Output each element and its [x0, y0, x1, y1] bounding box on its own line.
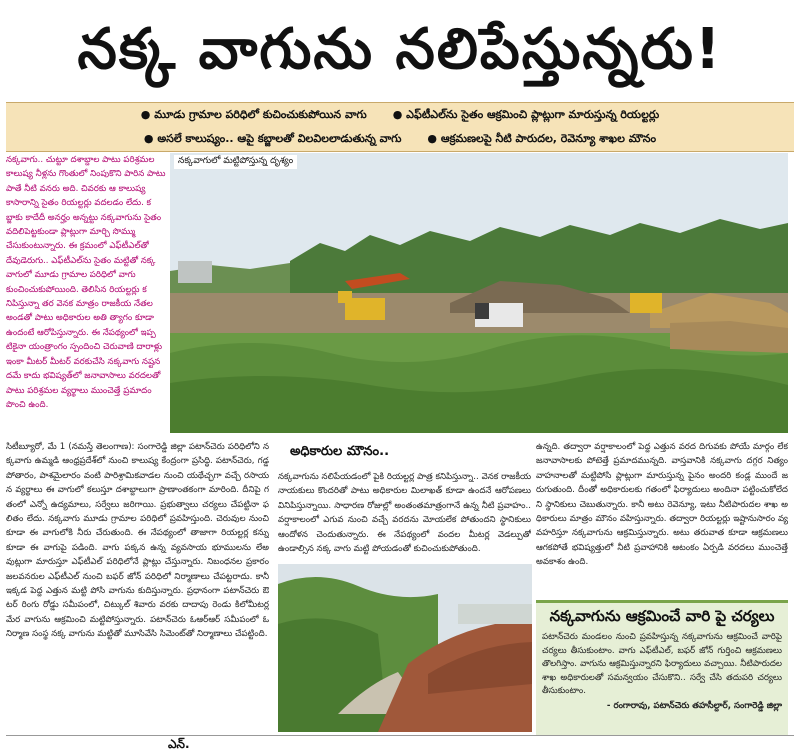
main-photo [170, 153, 788, 433]
bullet-item: ● ఆక్రమణలపై నీటి పారుదల, రెవెన్యూ శాఖల మౌనం [427, 127, 656, 151]
bottom-cut-off-text: ఎన్. [168, 737, 190, 751]
bullet-strip [6, 102, 794, 152]
bullet-item: ● అసలే కాలుష్యం.. ఆపై కబ్జాలతో విలవిలలాడుతున్న వాగు [144, 127, 401, 151]
bottom-divider [6, 735, 794, 736]
landscape-illustration [170, 153, 788, 433]
bullet-item: ● మూడు గ్రామాల పరిధిలో కుచించుకుపోయిన వాగు [141, 103, 367, 127]
dirt-mound-illustration [278, 564, 532, 732]
bullet-item: ● ఎఫ్‌టీఎల్‌ను సైతం ఆక్రమించి ప్లాట్లుగా మారుస్తున్న రియల్టర్లు [393, 103, 659, 127]
quote-box-title: నక్కవాగును ఆక్రమించే వారి పై చర్యలు [549, 607, 775, 625]
headline: నక్క వాగును నలిపేస్తున్నరు! [77, 17, 723, 82]
secondary-photo [278, 564, 532, 732]
quote-box-signature: - రంగారావు, పటాన్‌చెరు తహసీల్దార్, సంగారెడ్డి జిల్లా [606, 700, 782, 711]
quote-box-text: పటాన్‌చెరు మండలం నుంచి ప్రవహిస్తున్న నక్కవాగును ఆక్రమించే వారిపై చర్యలు తీసుకుంటాం. వాగు ఎఫ్‌టీఎల్, బఫర్ జోన్ గుర్తించి ఆక్రమణలు తొలగిస్తాం. వాగును ఆక్రమిస్తున్నారని ఫిర్యాదులు వచ్చాయి. నీటిపారుదల శాఖ అధికారులతో సమన్వయం చేసుకొని.. సర్వే చేసి తదుపరి చర్యలు తీసుకుంటాం. [542, 632, 782, 696]
bullet-row-1 [6, 103, 794, 127]
official-quote-box [536, 600, 788, 735]
section-heading: అధికారుల మౌనం.. [290, 444, 390, 459]
article-column-1: సిటీబ్యూరో, మే 1 (నమస్తే తెలంగాణ): సంగారెడ్డి జిల్లా పటాన్‌చెరు పరిధిలోని నక్కవాగు ఉమ్మడి ఆంధ్రప్రదేశ్‌లో నుంచి కాలుష్య కేంద్రంగా ప్రసిద్ధి. పటాన్‌చెరు, గడ్డపోతారం, పాశమైలారం వంటి పారిశ్రామికవాడల నుంచి యథేచ్ఛగా వచ్చే రసాయన వ్యర్థాలు ఈ వాగులో కలుస్తూ దశాబ్దాలుగా ప్రాణాంతకంగా మారింది. దీనిపై గతంలో ఎన్నో ఉద్యమాలు, సర్వేలు జరిగాయి. ప్రభుత్వాలు చర్యలు చేపట్టినా ఫలితం లేదు. నక్కవాగు మూడు గ్రామాల పరిధిలో ప్రవహిస్తుంది. చెరువుల నుంచి కూడా ఈ వాగులోకి నీరు చేరుతుంది. ఈ నేపథ్యంలో తాజాగా రియల్టర్ల కన్ను కూడా ఈ వాగుపై పడింది. వాగు పక్కన ఉన్న వ్యవసాయ భూములను లేఅవుట్లుగా మారుస్తూ ఎఫ్‌టీఎల్ పరిధిలోనే ప్లాట్లు చేస్తున్నారు. నిబంధనల ప్రకారం జలవనరుల ఎఫ్‌టీఎల్ నుంచి బఫర్ జోన్ పరిధిలో నిర్మాణాలు చేపట్టరాదు. కానీ ఇక్కడ పెద్ద ఎత్తున మట్టి పోసి వాగును కుదిస్తున్నారు. ప్రధానంగా పటాన్‌చెరు ఔటర్ రింగు రోడ్డు సమీపంలో, చిట్కుల్ శివారు వరకు దాదాపు రెండు కిలోమీటర్ల మేర వాగును ఆక్రమించి మట్టిపోస్తున్నారు. పటాన్‌చెరు ఓఆర్ఆర్ సమీపంలో ఓ నిర్మాణ సంస్థ నక్క వాగును మట్టితో మూసివేసి సిమెంట్‌తో నిర్మాణాలు చేపట్టింది. [6, 442, 269, 640]
photo-caption: నక్కవాగులో మట్టిపోస్తున్న దృశ్యం [174, 155, 297, 169]
article-column-2: నక్కవాగును నలిపేయడంలో పైకి రియల్టర్ల పాత్ర కనిపిస్తున్నా.. వెనక రాజకీయ నాయకులు కొందరితో పాటు అధికారుల మిలాఖత్ కూడా ఉందనే ఆరోపణలు వినిపిస్తున్నాయి. సాధారణ రోజుల్లో అంతంతమాత్రంగానే ఉన్న నీటి ప్రవాహం.. వర్షాకాలంలో ఎగువ నుంచి వచ్చే వరదను మోయలేక పోతుందని స్థానికులు ఆందోళన చెందుతున్నారు. ఈ నేపథ్యంలో వందల మీటర్ల వెడల్పుతో ఉండాల్సిన నక్క వాగు మట్టి పోయడంతో కుచించుకుపోతుంది. [278, 472, 531, 555]
intro-sidebar: నక్కవాగు.. చుట్టూ దశాబ్దాల పాటు పరిశ్రమల కాలుష్య నీళ్లను గొంతులో నింపుకొని పారిన పాటు పాతే నీటి వనరు అది. చివరకు ఆ కాలుష్య కాసారాన్ని సైతం రియల్టర్లు వదలడం లేదు. కబ్జాకు కాదేదీ అనర్హం అన్నట్టు నక్కవాగును సైతం వదిలిపెట్టకుండా ప్లాట్లుగా మార్చి సొమ్ము చేసుకుంటున్నారు. ఈ క్రమంలో ఎఫ్‌టీఎల్‌తో దేవుడెరుగు.. ఎఫ్‌టీఎల్‌ను సైతం మట్టితో నక్కవాగులో మూడు గ్రామాల పరిధిలో వాగు కుంచించుకుపోయింది. తెలిసిన రియల్టర్లు కనిపిస్తున్నా తర వెనక మాత్రం రాజకీయ నేతల అండతో పాటు అధికారుల అతి త్యాగం కూడా ఉందంటే ఆరోపిస్తున్నారు. ఈ నేపథ్యంలో ఇప్పటికైనా యంత్రాంగం స్పందించి చెరువాణి దారాళ్లు ఇంకా మీటర్ మీటర్ వరకుచేసి నక్కవాగు నష్టనదమే కాదు భవిష్యత్‌లో జనావాసాలు వరదలతో పాటు పరిశ్రమల వ్యర్థాలు ముంచెత్తే ప్రమాదం పొంచి ఉంది. [6, 155, 166, 410]
bullet-row-2 [6, 127, 794, 151]
article-column-3: ఉన్నది. తద్వారా వర్షాకాలంలో పెద్ద ఎత్తున వరద దిగువకు పోయే మార్గం లేక జనావాసాలకు పోటెత్తే ప్రమాదమున్నది. వాస్తవానికి నక్కవాగు దగ్గర నిత్యం వాహనాలతో మట్టిపోసి ప్లాట్లుగా మారుస్తున్న పైనం అందరి కండ్ల ముందే జరుగుతుంది. దీంతో అధికారులకు గతంలో ఫిర్యాదులు అందినా పట్టించుకోలేదని స్థానికులు చెబుతున్నారు. కానీ అటు రెవెన్యూ, ఇటు నీటిపారుదల శాఖ అధికారులు మాత్రం మౌనం వహిస్తున్నారు. తద్వారా రియల్టర్లు ఇష్టానుసారం వ్యవహరిస్తూ నక్కవాగును ఆక్రమిస్తున్నారు. అటు తరువాత కూడా ఆక్రమణలు ఆగకపోతే భవిష్యత్తులో నీటి ప్రవాహానికి ఆటంకం ఏర్పడి వరదలు ముంచెత్తే అవకాశం ఉంది. [536, 442, 788, 568]
